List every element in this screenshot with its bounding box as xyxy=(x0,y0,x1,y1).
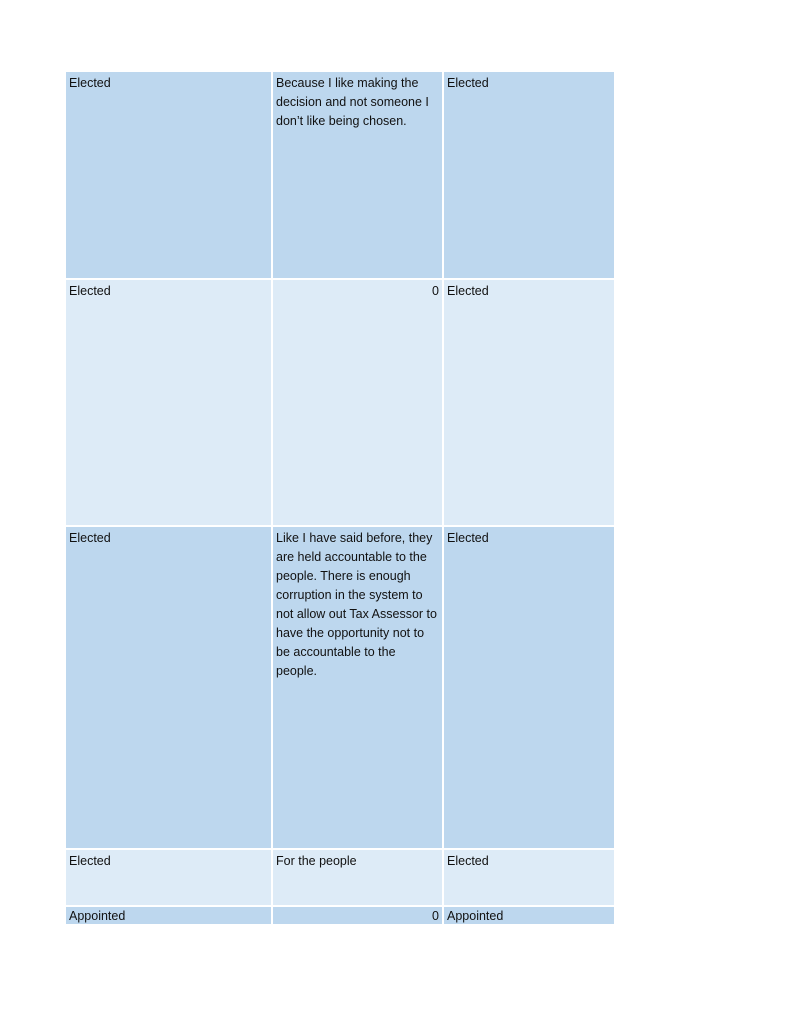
table-cell-reason: Because I like making the decision and not someone I don’t like being chosen. xyxy=(273,72,442,278)
table-cell-preference: Elected xyxy=(444,527,614,848)
table-cell-choice: Elected xyxy=(66,72,271,278)
table-row xyxy=(66,72,614,278)
table-cell-preference: Elected xyxy=(444,72,614,278)
table-cell-choice: Appointed xyxy=(66,907,271,924)
table-row xyxy=(66,527,614,848)
table-row xyxy=(66,850,614,905)
table-row xyxy=(66,280,614,525)
table-cell-reason: 0 xyxy=(273,907,442,924)
table-cell-choice: Elected xyxy=(66,527,271,848)
table-cell-preference: Elected xyxy=(444,280,614,525)
table-cell-choice: Elected xyxy=(66,850,271,905)
table-cell-reason: For the people xyxy=(273,850,442,905)
table-cell-reason: 0 xyxy=(273,280,442,525)
table-row xyxy=(66,907,614,924)
spreadsheet-table xyxy=(66,72,614,926)
table-cell-choice: Elected xyxy=(66,280,271,525)
table-cell-preference: Elected xyxy=(444,850,614,905)
table-cell-reason: Like I have said before, they are held accountable to the people. There is enough corruption in the system to not allow out Tax Assessor to have the opportunity not to be accountable to the people. xyxy=(273,527,442,848)
table-cell-preference: Appointed xyxy=(444,907,614,924)
